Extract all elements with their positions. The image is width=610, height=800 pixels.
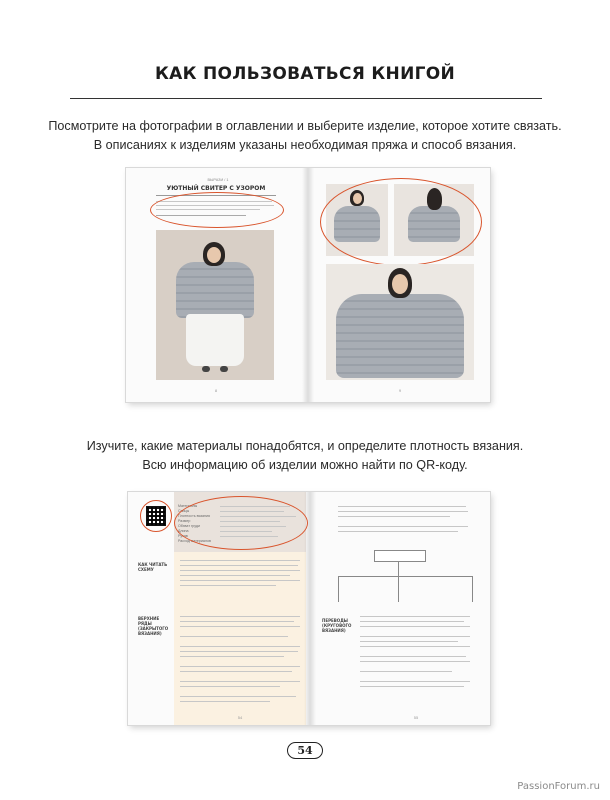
text-line [180, 580, 300, 581]
schematic-line [472, 576, 473, 602]
instructions-panel [174, 552, 306, 725]
book-spread-instructions [128, 492, 490, 725]
text-line [180, 626, 300, 627]
sweater [176, 262, 254, 318]
text-line [180, 636, 288, 637]
highlight-oval [174, 496, 308, 550]
page-title: КАК ПОЛЬЗОВАТЬСЯ КНИГОЙ [154, 64, 456, 84]
sweater [336, 294, 464, 378]
text-line [180, 616, 300, 617]
spec-label: Материалы [178, 504, 198, 508]
text-line [338, 516, 450, 517]
text-line [180, 560, 300, 561]
intro-line-2: В описаниях к изделиям указаны необходимая пряжа и способ вязания. [93, 138, 517, 152]
text-line [360, 641, 458, 642]
text-line [360, 671, 452, 672]
text-line [180, 671, 292, 672]
text-line [338, 511, 468, 512]
spec-label: Рукав [178, 534, 188, 538]
text-line [360, 661, 470, 662]
section-label-right: ПЕРЕВОДЫ (КРУГОВОГО ВЯЗАНИЯ) [322, 618, 352, 633]
title-divider [70, 98, 542, 99]
text-line [180, 686, 280, 687]
schematic-line [338, 576, 472, 577]
text-line [180, 696, 296, 697]
text-line [180, 646, 300, 647]
text-line [360, 626, 470, 627]
page-number-badge: 54 [287, 742, 322, 759]
schematic-line [338, 576, 339, 602]
text-line [360, 656, 466, 657]
text-line [180, 575, 290, 576]
intro-paragraph [40, 117, 570, 155]
model-photo-closeup [326, 264, 474, 380]
shoe [202, 366, 210, 372]
spec-label: Спицы [178, 509, 190, 513]
section-label-how: КАК ЧИТАТЬ СХЕМУ [138, 562, 168, 572]
text-line [360, 616, 470, 617]
text-line [338, 526, 468, 527]
face [392, 274, 408, 294]
watermark: PassionForum.ru [517, 781, 600, 792]
materials-line-1: Изучите, какие материалы понадобятся, и определите плотность вязания. [86, 439, 524, 453]
chapter-badge: ВЫРАЗИ / 1 [207, 178, 229, 182]
highlight-oval [150, 192, 284, 228]
text-line [180, 565, 298, 566]
highlight-oval [320, 178, 482, 266]
page-number [0, 742, 610, 759]
text-line [360, 646, 470, 647]
materials-line-2: Всю информацию об изделии можно найти по QR-коду. [142, 458, 468, 472]
spec-label: Расход материалов [178, 539, 211, 543]
text-line [180, 701, 270, 702]
page-number-left: 8 [214, 388, 218, 393]
shoe [220, 366, 228, 372]
highlight-oval [140, 500, 172, 532]
text-line [360, 686, 464, 687]
intro-line-1: Посмотрите на фотографии в оглавлении и выберите изделие, которое хотите связать. [48, 119, 562, 133]
text-line [180, 666, 300, 667]
book-spread-photos [126, 168, 490, 402]
text-line [360, 681, 470, 682]
text-line [180, 681, 300, 682]
text-line [180, 570, 300, 571]
text-line [180, 585, 276, 586]
spread-gutter [302, 168, 314, 402]
schematic-box [374, 550, 426, 562]
text-line [360, 636, 470, 637]
spec-label: Длина [178, 529, 189, 533]
spec-label: Обхват груди [178, 524, 201, 528]
text-line [180, 656, 284, 657]
text-line [338, 531, 458, 532]
face [207, 247, 221, 263]
skirt [186, 314, 244, 366]
section-label-upper: ВЕРХНИЕ РЯДЫ (ЗАКРЫТОГО ВЯЗАНИЯ) [138, 616, 169, 636]
text-line [180, 651, 298, 652]
text-line [338, 506, 466, 507]
schematic-line [398, 562, 399, 602]
spec-label: Плотность вязания [178, 514, 210, 518]
text-line [360, 621, 464, 622]
pattern-heading: УЮТНЫЙ СВИТЕР С УЗОРОМ [166, 185, 266, 192]
page-number-right: 55 [413, 715, 419, 720]
page-number-left: 54 [237, 715, 243, 720]
materials-paragraph [40, 437, 570, 475]
text-line [180, 621, 294, 622]
model-photo-front [156, 230, 274, 380]
spec-label: Размер [178, 519, 191, 523]
page-number-right: 9 [398, 388, 402, 393]
